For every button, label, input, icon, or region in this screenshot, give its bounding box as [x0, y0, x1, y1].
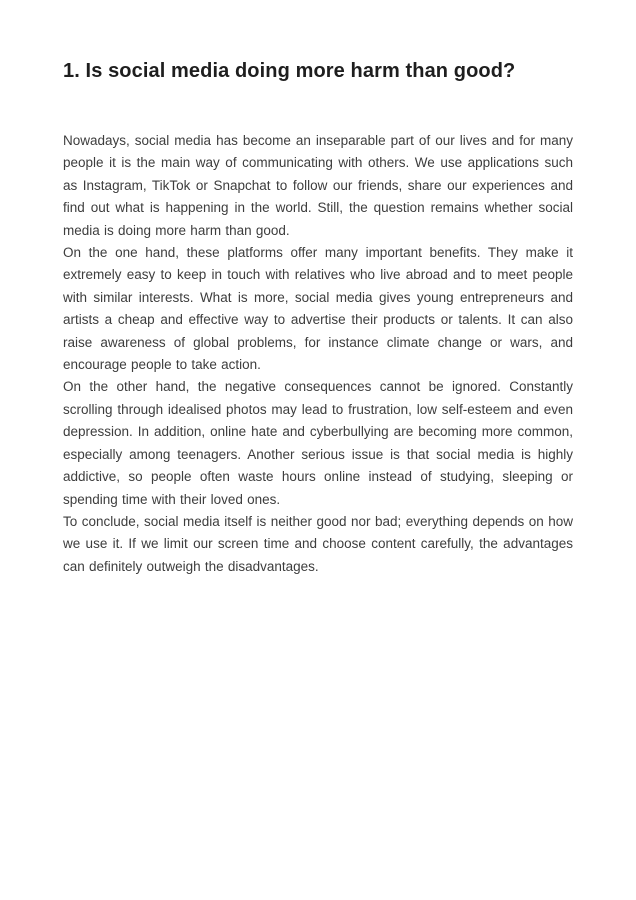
- paragraph-benefits: On the one hand, these platforms offer many important benefits. They make it extremely easy to keep in touch with relatives who live abroad and to meet people with similar interests. What is more, social media gives young entrepreneurs and artists a cheap and effective way to advertise their products or talents. It can also raise awareness of global problems, for instance climate change or wars, and encourage people to take action.: [63, 245, 573, 373]
- paragraph-conclusion: To conclude, social media itself is neither good nor bad; everything depends on how we use it. If we limit our screen time and choose content carefully, the advantages can definitely outweigh the disadvantages.: [63, 513, 573, 574]
- page-title: 1. Is social media doing more harm than good?: [63, 60, 516, 82]
- paragraph-drawbacks: On the other hand, the negative consequences cannot be ignored. Constantly scrolling through idealised photos may lead to frustration, low self-esteem and even depression. In addition, online hate and cyberbullying are becoming more common, especially among teenagers. Another serious issue is that social media is highly addictive, so people often waste hours online instead of studying, sleeping or spending time with their loved ones.: [63, 379, 573, 507]
- paragraph-intro: Nowadays, social media has become an inseparable part of our lives and for many people it is the main way of communicating with others. We use applications such as Instagram, TikTok or Snapchat to follow our friends, share our experiences and find out what is happening in the world. Still, the question remains whether social media is doing more harm than good.: [63, 133, 573, 238]
